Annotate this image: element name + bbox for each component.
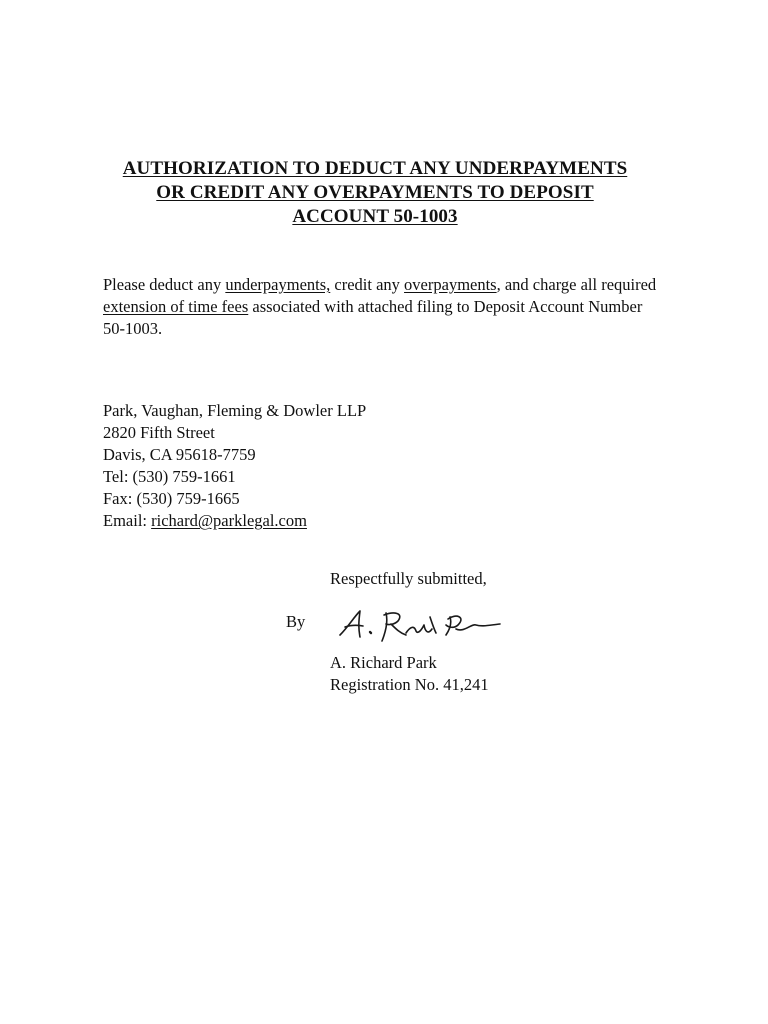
closing-line: Respectfully submitted, <box>330 569 487 588</box>
firm-name: Park, Vaughan, Fleming & Dowler LLP <box>103 401 367 420</box>
body-text-1: Please deduct any <box>103 275 226 294</box>
body-text-2: credit any <box>330 275 405 294</box>
body-text-4: associated with attached filing to Deposit Account Number 50-1003. <box>103 297 643 338</box>
title-line-2: OR CREDIT ANY OVERPAYMENTS TO DEPOSIT <box>156 182 594 203</box>
body-text-3: , and charge all required <box>496 275 657 294</box>
signer-block <box>330 652 489 696</box>
street-address: 2820 Fifth Street <box>103 423 215 442</box>
email-link[interactable]: richard@parklegal.com <box>151 511 307 530</box>
extension-fees-term: extension of time fees <box>103 297 249 316</box>
telephone-number: Tel: (530) 759-1661 <box>103 467 236 486</box>
overpayments-term: overpayments <box>404 275 497 294</box>
signature-strokes <box>340 611 500 641</box>
registration-number: Registration No. 41,241 <box>330 675 489 694</box>
fax-number: Fax: (530) 759-1665 <box>103 489 240 508</box>
city-state-zip: Davis, CA 95618-7759 <box>103 445 256 464</box>
email-line <box>103 510 366 532</box>
document-title <box>90 157 660 229</box>
email-label: Email: <box>103 511 152 530</box>
signer-name: A. Richard Park <box>330 653 437 672</box>
title-line-1: AUTHORIZATION TO DEDUCT ANY UNDERPAYMENTS <box>122 158 628 179</box>
by-label: By <box>286 612 306 631</box>
firm-address-block <box>103 400 366 532</box>
authorization-paragraph <box>103 274 663 340</box>
title-line-3: ACCOUNT 50-1003 <box>292 206 458 227</box>
underpayments-term: underpayments, <box>225 275 331 294</box>
handwritten-signature <box>336 603 506 645</box>
